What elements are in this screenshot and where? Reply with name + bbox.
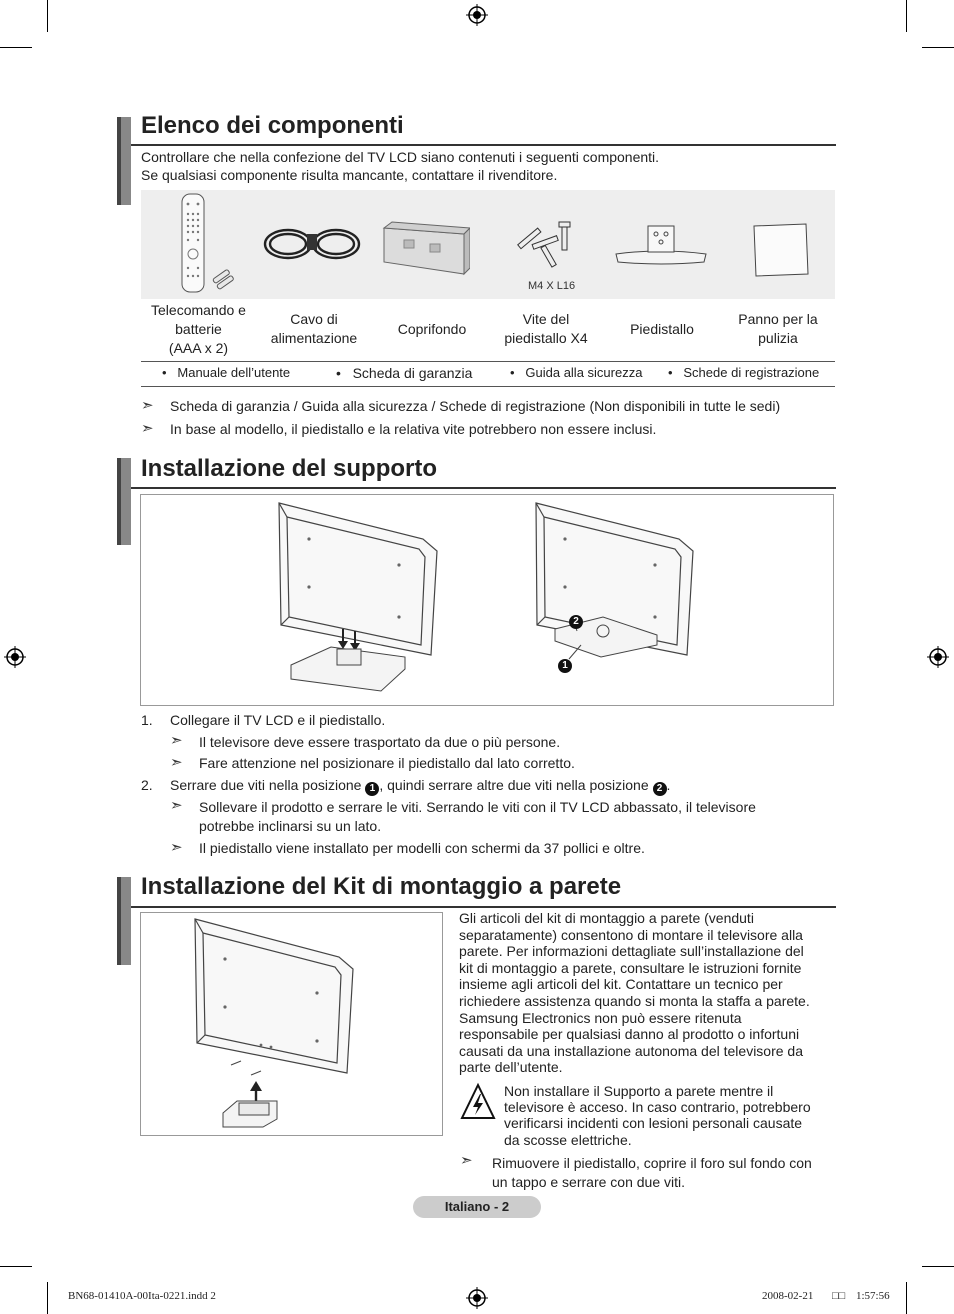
components-note-2: In base al modello, il piedistallo e la relativa vite potrebbero non essere inclusi. xyxy=(170,421,657,437)
page-number-label: Italiano - 2 xyxy=(413,1196,541,1218)
cover-bottom-image xyxy=(378,218,470,278)
footer-date: 2008-02-21 xyxy=(762,1290,814,1302)
stand-installation-drawing xyxy=(141,495,833,705)
stand-screws-image xyxy=(512,214,582,276)
position-badge-1: 1 xyxy=(558,659,572,673)
footer-glyphs: □□ xyxy=(832,1290,846,1302)
wall-mount-warning xyxy=(504,1083,836,1148)
screw-size-label: M4 X L16 xyxy=(528,280,576,292)
stand-installation-figure xyxy=(140,494,834,706)
note-arrow-icon: ➣ xyxy=(460,1152,473,1169)
cleaning-cloth-image xyxy=(750,222,812,278)
wall-mount-figure xyxy=(140,912,443,1136)
caption-stand: Piedistallo xyxy=(630,320,694,337)
wall-mount-note: Rimuovere il piedistallo, coprire il foro sul fondo con un tappo e serrare con due viti. xyxy=(492,1155,812,1190)
accessory-item: • Manuale dell’utente xyxy=(162,365,291,380)
section-bar xyxy=(117,458,131,545)
position-badge-2: 2 xyxy=(569,615,583,629)
stand-image xyxy=(612,222,710,266)
step-1-note-2: Fare attenzione nel posizionare il piedistallo dal lato corretto. xyxy=(199,755,575,771)
step-2-note-1-line2: potrebbe inclinarsi su un lato. xyxy=(199,818,382,834)
section-rule xyxy=(131,144,836,146)
registration-mark-icon xyxy=(466,1287,488,1309)
step-2-note-1-line1: Sollevare il prodotto e serrare le viti. Serrando le viti con il TV LCD abbassato, il televisore xyxy=(199,799,756,815)
wall-mount-warning-line: Non installare il Supporto a parete mentre il xyxy=(504,1083,774,1099)
wall-mount-drawing xyxy=(141,913,442,1135)
caption-cloth: Panno per la pulizia xyxy=(738,311,818,346)
caption-remote: Telecomando e batterie (AAA x 2) xyxy=(151,301,246,356)
step-2-note-2: Il piedistallo viene installato per modelli con schermi da 37 pollici e oltre. xyxy=(199,840,645,856)
step-2-text: Serrare due viti nella posizione 1 , quindi serrare altre due viti nella posizione 2 . xyxy=(170,777,671,794)
remote-control-image xyxy=(176,192,238,296)
note-arrow-icon: ➣ xyxy=(170,839,183,856)
wall-mount-paragraph-line: insieme agli articoli del kit. Contattare un tecnico per xyxy=(459,976,783,993)
position-badge-1: 1 xyxy=(365,782,379,796)
power-cord-image xyxy=(262,222,364,266)
footer-time: 1:57:56 xyxy=(856,1290,890,1302)
registration-mark-icon xyxy=(927,646,949,668)
note-arrow-icon: ➣ xyxy=(141,420,154,437)
wall-mount-paragraph-line: causati da una installazione autonoma del televisore da xyxy=(459,1042,804,1059)
position-badge-2: 2 xyxy=(653,782,667,796)
wall-mount-paragraph-line: Samsung Electronics non può essere ritenuta xyxy=(459,1009,742,1026)
wall-mount-paragraph-line: Gli articoli del kit di montaggio a parete (venduti xyxy=(459,910,754,926)
registration-mark-icon xyxy=(466,4,488,26)
note-arrow-icon: ➣ xyxy=(170,797,183,814)
step-1-text: Collegare il TV LCD e il piedistallo. xyxy=(170,712,386,728)
section-title-components: Elenco dei componenti xyxy=(141,112,404,139)
electric-warning-icon xyxy=(460,1082,496,1122)
step-1-note-1: Il televisore deve essere trasportato da due o più persone. xyxy=(199,734,561,750)
wall-mount-warning-line: verificarsi incidenti con lesioni personali causate xyxy=(504,1115,803,1132)
section-title-stand: Installazione del supporto xyxy=(141,455,438,482)
note-arrow-icon: ➣ xyxy=(170,754,183,771)
section-bar xyxy=(117,877,131,965)
components-intro-line1: Controllare che nella confezione del TV LCD siano contenuti i seguenti componenti. xyxy=(141,149,660,165)
caption-power-cord: Cavo di alimentazione xyxy=(270,311,358,346)
footer-file-name: BN68-01410A-00Ita-0221.indd 2 xyxy=(68,1290,216,1302)
wall-mount-paragraph-line: separatamente) consentono di montare il televisore alla xyxy=(459,926,803,943)
section-title-wall-mount: Installazione del Kit di montaggio a parete xyxy=(141,873,622,900)
wall-mount-paragraph-line: kit di montaggio a parete, consultare le istruzioni fornite xyxy=(459,959,802,976)
components-image-panel xyxy=(141,190,835,299)
wall-mount-paragraph-line: richiedere assistenza quando si monta la staffa a parete. xyxy=(459,992,810,1009)
accessory-item: • Scheda di garanzia xyxy=(336,365,473,381)
section-rule xyxy=(131,487,836,489)
components-intro-line2: Se qualsiasi componente risulta mancante, contattare il rivenditore. xyxy=(141,167,558,183)
wall-mount-warning-line: da scosse elettriche. xyxy=(504,1131,632,1148)
note-arrow-icon: ➣ xyxy=(170,732,183,749)
wall-mount-paragraph-line: parte dell’utente. xyxy=(459,1059,563,1076)
wall-mount-warning-line: televisore è acceso. In caso contrario, potrebbero xyxy=(504,1099,811,1116)
note-arrow-icon: ➣ xyxy=(141,397,154,414)
accessory-item: • Schede di registrazione xyxy=(668,365,820,380)
section-rule xyxy=(131,906,836,908)
step-2-number: 2. xyxy=(141,777,153,793)
wall-mount-paragraph-line: responsabile per qualsiasi danno al prodotto o infortuni xyxy=(459,1026,800,1043)
wall-mount-paragraph-line: parete. Per informazioni dettagliate sull’installazione del xyxy=(459,943,804,960)
components-note-1: Scheda di garanzia / Guida alla sicurezza / Schede di registrazione (Non disponibili in tutte le sedi) xyxy=(170,398,781,414)
section-bar xyxy=(117,117,131,205)
wall-mount-paragraph xyxy=(459,910,837,1076)
caption-cover: Coprifondo xyxy=(397,320,467,337)
registration-mark-icon xyxy=(4,646,26,668)
step-1-number: 1. xyxy=(141,712,153,728)
accessory-item: • Guida alla sicurezza xyxy=(510,365,643,380)
caption-screws: Vite del piedistallo X4 xyxy=(504,311,588,346)
